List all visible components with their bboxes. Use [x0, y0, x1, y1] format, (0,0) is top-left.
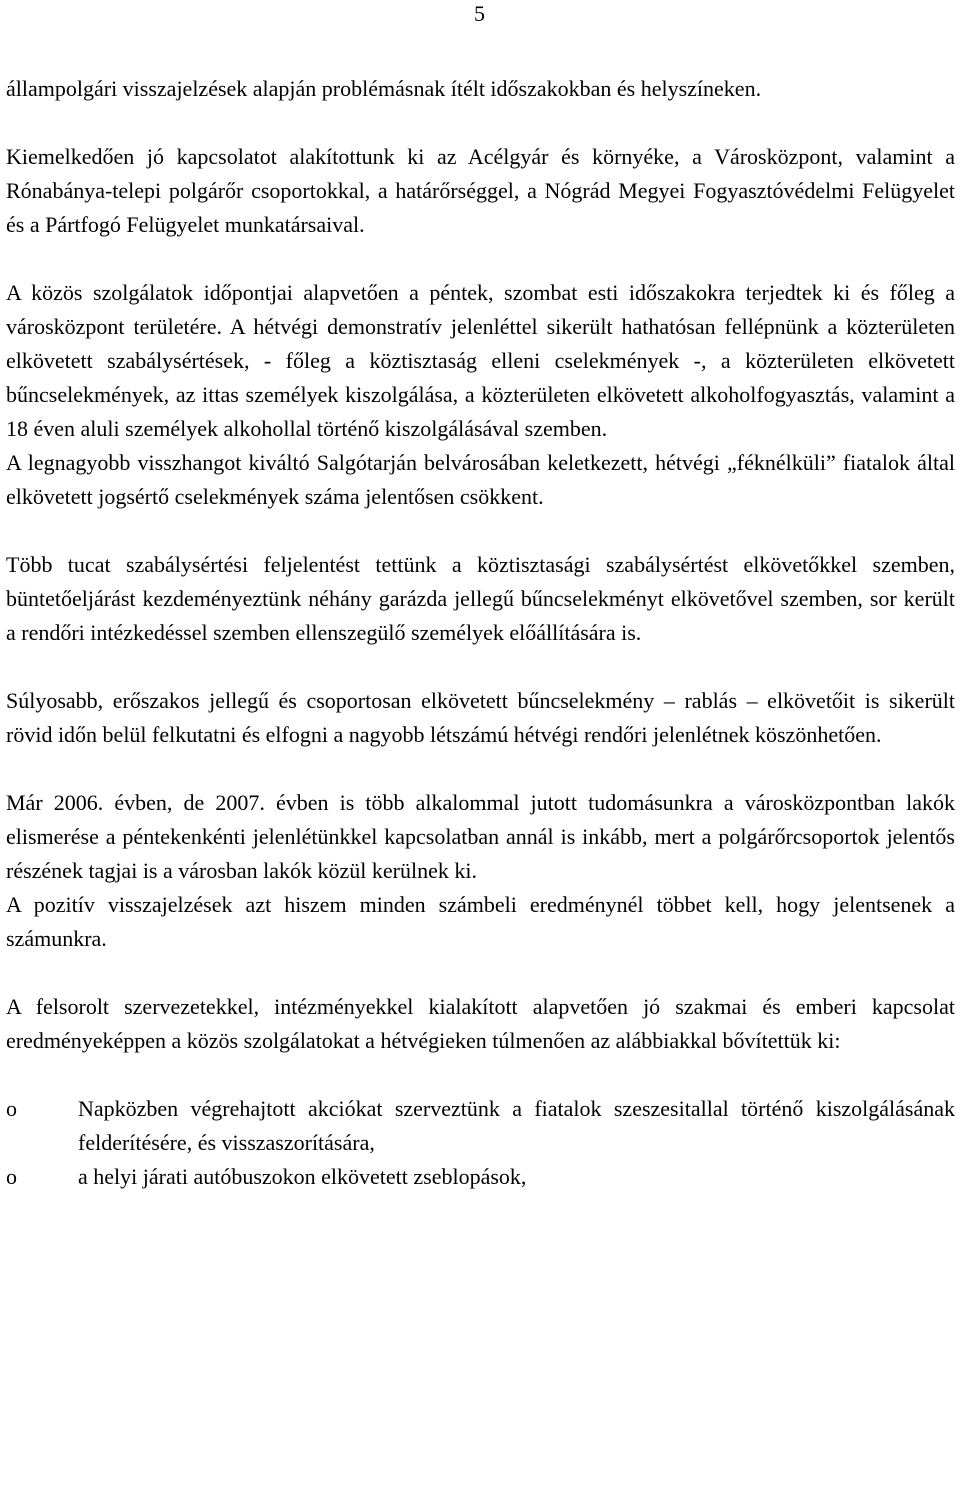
paragraph: A legnagyobb visszhangot kiváltó Salgótarján belvárosában keletkezett, hétvégi „féknélküli” fiatalok által elkövetett jogsértő cselekmények száma jelentősen csökkent. — [6, 450, 955, 509]
list-item — [6, 1092, 955, 1160]
document-body — [6, 72, 955, 1194]
paragraph-spacer — [6, 956, 955, 990]
bullet-marker: o — [6, 1164, 17, 1189]
paragraph-spacer — [6, 106, 955, 140]
paragraph: Kiemelkedően jó kapcsolatot alakítottunk ki az Acélgyár és környéke, a Városközpont, valamint a Rónabánya-telepi polgárőr csoportokkal, a határőrséggel, a Nógrád Megyei Fogyasztóvédelmi Felügyelet és a Pártfogó Felügyelet munkatársaival. — [6, 144, 955, 237]
paragraph-spacer — [6, 242, 955, 276]
paragraph: Már 2006. évben, de 2007. évben is több alkalommal jutott tudomásunkra a városközpontban lakók elismerése a péntekenkénti jelenlétünkkel kapcsolatban annál is inkább, mert a polgárőrcsoportok jelentős részének tagjai is a városban lakók közül kerülnek ki. — [6, 790, 955, 883]
paragraph-spacer — [6, 650, 955, 684]
page-number: 5 — [474, 1, 485, 26]
list-item — [6, 1160, 955, 1194]
paragraph-spacer — [6, 514, 955, 548]
paragraph: Súlyosabb, erőszakos jellegű és csoportosan elkövetett bűncselekmény – rablás – elkövetőit is sikerült rövid időn belül felkutatni és elfogni a nagyobb létszámú hétvégi rendőri jelenlétnek köszönhetően. — [6, 688, 955, 747]
bullet-list — [6, 1092, 955, 1194]
paragraph: A pozitív visszajelzések azt hiszem minden számbeli eredménynél többet kell, hogy jelentsenek a számunkra. — [6, 892, 955, 951]
list-item-text: Napközben végrehajtott akciókat szerveztünk a fiatalok szeszesitallal történő kiszolgálásának felderítésére, és visszaszorítására, — [78, 1096, 955, 1155]
paragraph: állampolgári visszajelzések alapján problémásnak ítélt időszakokban és helyszíneken. — [6, 76, 762, 101]
list-item-text: a helyi járati autóbuszokon elkövetett zseblopások, — [78, 1164, 527, 1189]
bullet-marker: o — [6, 1096, 17, 1121]
paragraph: A közös szolgálatok időpontjai alapvetően a péntek, szombat esti időszakokra terjedtek ki és főleg a városközpont területére. A hétvégi demonstratív jelenléttel sikerült hathatósan fellépnünk a közterületen elkövetett szabálysértések, - főleg a köztisztaság elleni cselekmények -, a közterületen elkövetett bűncselekmények, az ittas személyek kiszolgálása, a közterületen elkövetett alkoholfogyasztás, valamint a 18 éven aluli személyek alkohollal történő kiszolgálásával szemben. — [6, 280, 955, 441]
paragraph: A felsorolt szervezetekkel, intézményekkel kialakított alapvetően jó szakmai és emberi kapcsolat eredményeképpen a közös szolgálatokat a hétvégieken túlmenően az alábbiakkal bővítettük ki: — [6, 994, 955, 1053]
paragraph-spacer — [6, 752, 955, 786]
paragraph: Több tucat szabálysértési feljelentést tettünk a köztisztasági szabálysértést elkövetőkkel szemben, büntetőeljárást kezdeményeztünk néhány garázda jellegű bűncselekményt elkövetővel szemben, sor került a rendőri intézkedéssel szemben ellenszegülő személyek előállítására is. — [6, 552, 955, 645]
paragraph-spacer — [6, 1058, 955, 1092]
